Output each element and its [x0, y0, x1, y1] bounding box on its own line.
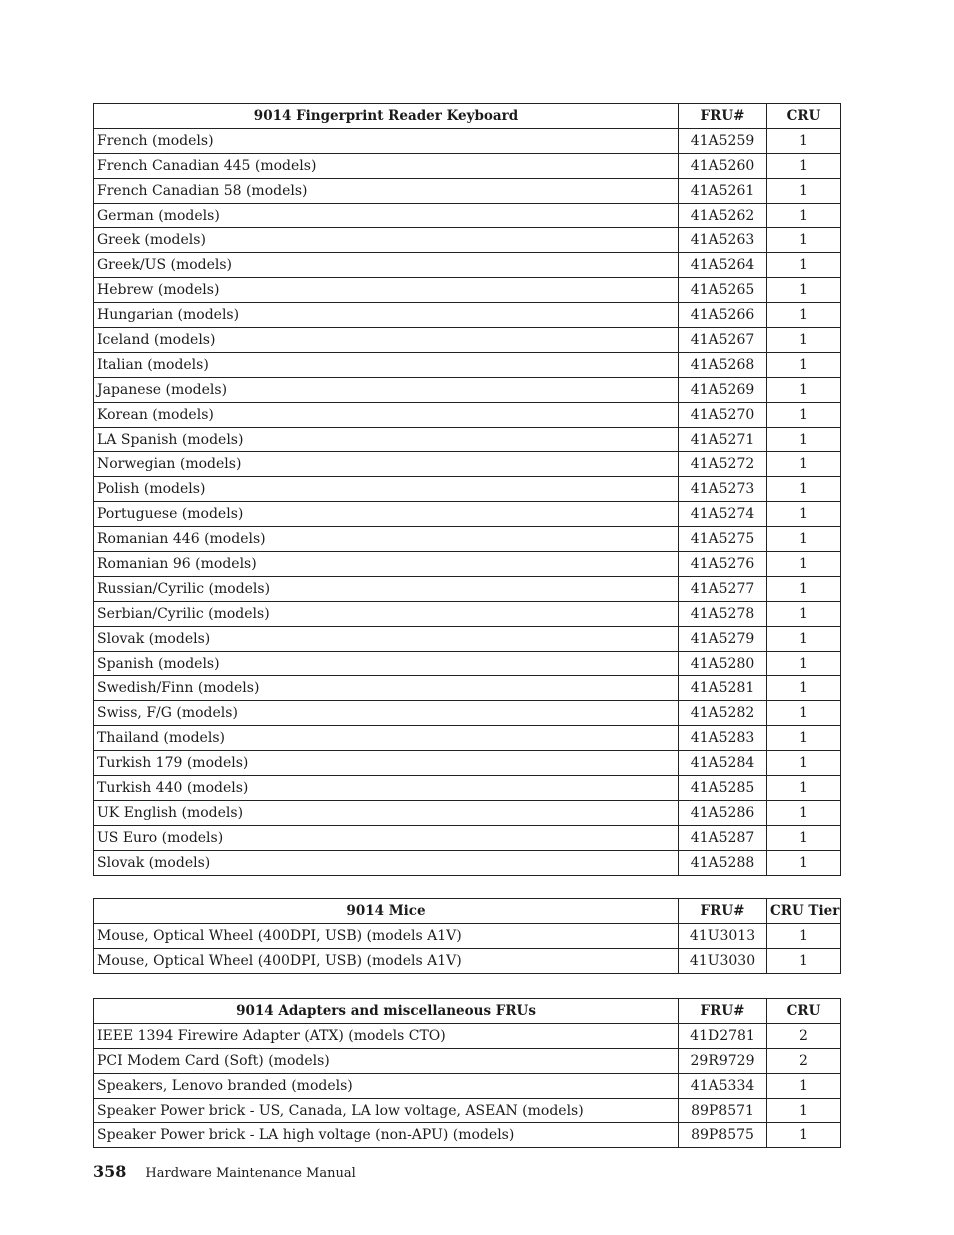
cell-cru-tier: 1 [767, 228, 841, 253]
column-header-fru: FRU# [679, 999, 767, 1024]
mice-table [93, 898, 841, 974]
cell-fru-number: 41A5269 [679, 377, 767, 402]
cell-cru-tier: 1 [767, 800, 841, 825]
table-row [94, 1023, 841, 1048]
cell-cru-tier: 1 [767, 776, 841, 801]
cell-fru-number: 41A5282 [679, 701, 767, 726]
cell-description: Serbian/Cyrilic (models) [94, 601, 679, 626]
cell-fru-number: 41A5270 [679, 402, 767, 427]
column-header-description: 9014 Fingerprint Reader Keyboard [94, 104, 679, 129]
cell-cru-tier: 1 [767, 825, 841, 850]
cell-cru-tier: 1 [767, 278, 841, 303]
cell-fru-number: 41A5276 [679, 552, 767, 577]
column-header-cru: CRU Tier [767, 899, 841, 924]
cell-fru-number: 41A5265 [679, 278, 767, 303]
table-row [94, 726, 841, 751]
table-row [94, 776, 841, 801]
table-header-row [94, 104, 841, 129]
cell-cru-tier: 1 [767, 1123, 841, 1148]
cell-cru-tier: 1 [767, 402, 841, 427]
table-header-row [94, 999, 841, 1024]
cell-description: Hungarian (models) [94, 303, 679, 328]
cell-description: Russian/Cyrilic (models) [94, 576, 679, 601]
cell-cru-tier: 1 [767, 128, 841, 153]
column-header-description: 9014 Adapters and miscellaneous FRUs [94, 999, 679, 1024]
cell-description: Romanian 96 (models) [94, 552, 679, 577]
cell-description: LA Spanish (models) [94, 427, 679, 452]
cell-description: Iceland (models) [94, 328, 679, 353]
table-header-row [94, 899, 841, 924]
cell-description: Swedish/Finn (models) [94, 676, 679, 701]
table-row [94, 452, 841, 477]
manual-title: Hardware Maintenance Manual [145, 1166, 356, 1181]
cell-cru-tier: 1 [767, 253, 841, 278]
page-footer [93, 1162, 356, 1181]
cell-fru-number: 41A5284 [679, 751, 767, 776]
table-row [94, 303, 841, 328]
cell-cru-tier: 1 [767, 923, 841, 948]
cell-fru-number: 41A5288 [679, 850, 767, 875]
cell-description: Spanish (models) [94, 651, 679, 676]
table-row [94, 850, 841, 875]
cell-cru-tier: 1 [767, 328, 841, 353]
cell-cru-tier: 1 [767, 303, 841, 328]
cell-fru-number: 41A5271 [679, 427, 767, 452]
cell-cru-tier: 1 [767, 601, 841, 626]
cell-fru-number: 41A5259 [679, 128, 767, 153]
column-header-description: 9014 Mice [94, 899, 679, 924]
cell-description: US Euro (models) [94, 825, 679, 850]
table-row [94, 502, 841, 527]
cell-cru-tier: 1 [767, 502, 841, 527]
cell-cru-tier: 1 [767, 452, 841, 477]
cell-cru-tier: 1 [767, 948, 841, 973]
cell-cru-tier: 1 [767, 552, 841, 577]
cell-description: Speakers, Lenovo branded (models) [94, 1073, 679, 1098]
fingerprint-keyboard-table [93, 103, 841, 876]
cell-cru-tier: 1 [767, 178, 841, 203]
cell-description: Mouse, Optical Wheel (400DPI, USB) (models A1V) [94, 923, 679, 948]
cell-cru-tier: 1 [767, 751, 841, 776]
cell-fru-number: 41A5278 [679, 601, 767, 626]
cell-fru-number: 41A5287 [679, 825, 767, 850]
cell-description: Portuguese (models) [94, 502, 679, 527]
cell-description: Speaker Power brick - US, Canada, LA low voltage, ASEAN (models) [94, 1098, 679, 1123]
cell-description: Greek/US (models) [94, 253, 679, 278]
column-header-cru: CRU [767, 104, 841, 129]
table-row [94, 751, 841, 776]
cell-description: French Canadian 58 (models) [94, 178, 679, 203]
cell-cru-tier: 1 [767, 153, 841, 178]
column-header-fru: FRU# [679, 899, 767, 924]
table-row [94, 552, 841, 577]
cell-description: Thailand (models) [94, 726, 679, 751]
table-row [94, 477, 841, 502]
cell-description: Turkish 440 (models) [94, 776, 679, 801]
adapters-misc-table [93, 998, 841, 1148]
cell-description: Japanese (models) [94, 377, 679, 402]
cell-fru-number: 41A5272 [679, 452, 767, 477]
table-row [94, 1073, 841, 1098]
cell-description: Romanian 446 (models) [94, 527, 679, 552]
table-row [94, 923, 841, 948]
table-row [94, 1098, 841, 1123]
cell-fru-number: 89P8571 [679, 1098, 767, 1123]
cell-fru-number: 41A5279 [679, 626, 767, 651]
cell-description: Korean (models) [94, 402, 679, 427]
cell-description: Slovak (models) [94, 626, 679, 651]
table-row [94, 576, 841, 601]
page-number: 358 [93, 1162, 127, 1181]
cell-fru-number: 89P8575 [679, 1123, 767, 1148]
cell-description: German (models) [94, 203, 679, 228]
cell-description: French (models) [94, 128, 679, 153]
cell-cru-tier: 1 [767, 576, 841, 601]
cell-cru-tier: 1 [767, 676, 841, 701]
table-row [94, 402, 841, 427]
cell-cru-tier: 2 [767, 1023, 841, 1048]
cell-fru-number: 41U3030 [679, 948, 767, 973]
cell-description: Greek (models) [94, 228, 679, 253]
table-row [94, 825, 841, 850]
cell-fru-number: 41A5334 [679, 1073, 767, 1098]
cell-fru-number: 41A5281 [679, 676, 767, 701]
cell-fru-number: 41A5262 [679, 203, 767, 228]
table-row [94, 203, 841, 228]
cell-fru-number: 41A5277 [679, 576, 767, 601]
cell-cru-tier: 1 [767, 651, 841, 676]
cell-description: Norwegian (models) [94, 452, 679, 477]
table-row [94, 178, 841, 203]
cell-description: Polish (models) [94, 477, 679, 502]
cell-fru-number: 41A5260 [679, 153, 767, 178]
cell-fru-number: 41A5273 [679, 477, 767, 502]
cell-fru-number: 41A5275 [679, 527, 767, 552]
table-row [94, 948, 841, 973]
cell-description: Speaker Power brick - LA high voltage (non-APU) (models) [94, 1123, 679, 1148]
table-row [94, 1123, 841, 1148]
cell-cru-tier: 1 [767, 1098, 841, 1123]
cell-cru-tier: 1 [767, 377, 841, 402]
cell-fru-number: 41A5285 [679, 776, 767, 801]
cell-cru-tier: 1 [767, 527, 841, 552]
table-row [94, 601, 841, 626]
cell-description: IEEE 1394 Firewire Adapter (ATX) (models CTO) [94, 1023, 679, 1048]
cell-fru-number: 41A5267 [679, 328, 767, 353]
cell-description: Hebrew (models) [94, 278, 679, 303]
cell-cru-tier: 1 [767, 352, 841, 377]
table-row [94, 253, 841, 278]
table-row [94, 1048, 841, 1073]
cell-fru-number: 41U3013 [679, 923, 767, 948]
cell-description: French Canadian 445 (models) [94, 153, 679, 178]
cell-description: Slovak (models) [94, 850, 679, 875]
cell-description: UK English (models) [94, 800, 679, 825]
cell-fru-number: 41A5283 [679, 726, 767, 751]
cell-cru-tier: 1 [767, 1073, 841, 1098]
cell-cru-tier: 1 [767, 726, 841, 751]
table-row [94, 228, 841, 253]
table-row [94, 651, 841, 676]
cell-description: Turkish 179 (models) [94, 751, 679, 776]
cell-cru-tier: 1 [767, 203, 841, 228]
cell-fru-number: 29R9729 [679, 1048, 767, 1073]
cell-description: PCI Modem Card (Soft) (models) [94, 1048, 679, 1073]
table-row [94, 676, 841, 701]
cell-fru-number: 41D2781 [679, 1023, 767, 1048]
cell-cru-tier: 1 [767, 427, 841, 452]
cell-cru-tier: 1 [767, 850, 841, 875]
cell-fru-number: 41A5263 [679, 228, 767, 253]
cell-cru-tier: 1 [767, 477, 841, 502]
table-row [94, 352, 841, 377]
cell-cru-tier: 2 [767, 1048, 841, 1073]
column-header-fru: FRU# [679, 104, 767, 129]
cell-description: Swiss, F/G (models) [94, 701, 679, 726]
cell-fru-number: 41A5274 [679, 502, 767, 527]
table-row [94, 278, 841, 303]
cell-fru-number: 41A5268 [679, 352, 767, 377]
table-row [94, 626, 841, 651]
cell-cru-tier: 1 [767, 626, 841, 651]
cell-description: Italian (models) [94, 352, 679, 377]
cell-fru-number: 41A5280 [679, 651, 767, 676]
table-row [94, 427, 841, 452]
cell-fru-number: 41A5264 [679, 253, 767, 278]
cell-description: Mouse, Optical Wheel (400DPI, USB) (models A1V) [94, 948, 679, 973]
table-row [94, 128, 841, 153]
table-row [94, 701, 841, 726]
cell-fru-number: 41A5266 [679, 303, 767, 328]
table-row [94, 153, 841, 178]
table-row [94, 328, 841, 353]
cell-cru-tier: 1 [767, 701, 841, 726]
table-row [94, 377, 841, 402]
column-header-cru: CRU [767, 999, 841, 1024]
table-row [94, 800, 841, 825]
table-row [94, 527, 841, 552]
cell-fru-number: 41A5261 [679, 178, 767, 203]
cell-fru-number: 41A5286 [679, 800, 767, 825]
